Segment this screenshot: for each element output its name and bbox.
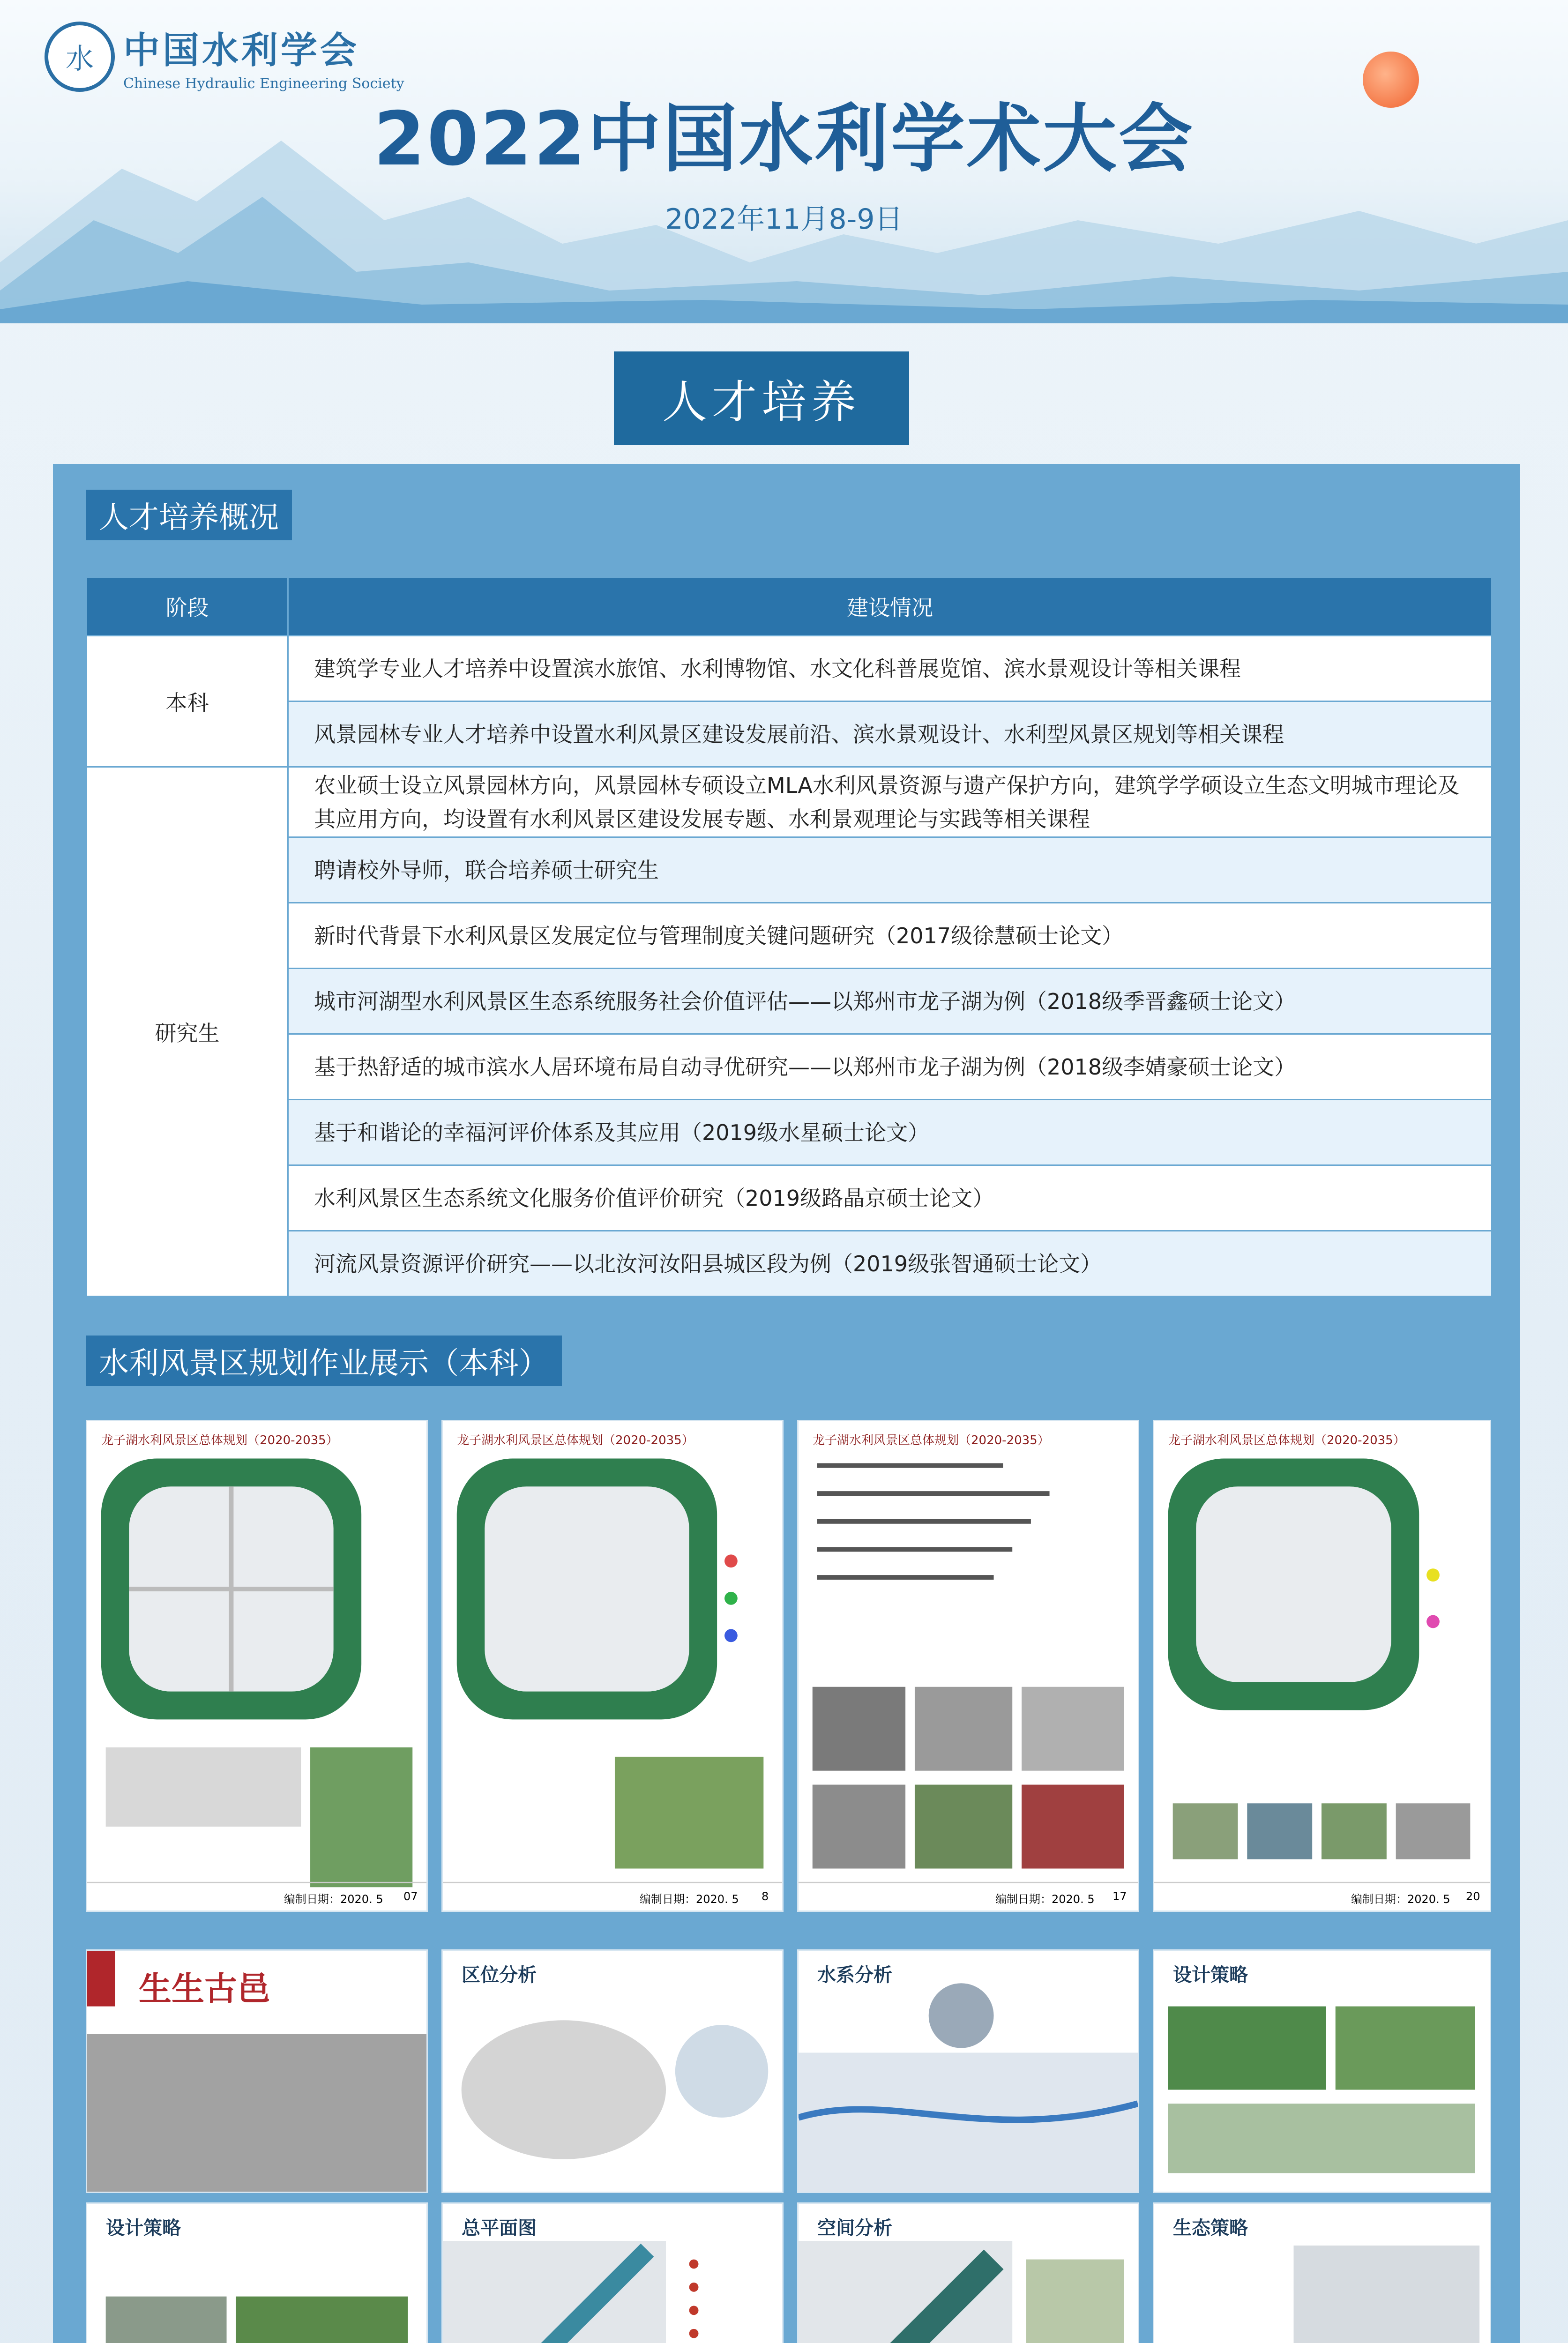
design-board xyxy=(86,1949,428,2193)
table-row: 城市河湖型水利风景区生态系统服务社会价值评估——以郑州市龙子湖为例（2018级季晋鑫硕士论文） xyxy=(288,969,1492,1034)
talent-table xyxy=(86,576,1493,1297)
header-banner xyxy=(0,0,1568,323)
logo-en: Chinese Hydraulic Engineering Society xyxy=(123,75,404,92)
conference-title: 2022中国水利学术大会 xyxy=(373,96,1195,182)
overview-section-title: 人才培养概况 xyxy=(86,490,292,540)
plan-title: 龙子湖水利风景区总体规划（2020-2035） xyxy=(101,1433,338,1448)
plan-sheet xyxy=(797,1420,1139,1912)
board-title: 生生古邑 xyxy=(139,1970,270,2008)
design-board xyxy=(797,1949,1139,2193)
design-board xyxy=(441,2202,784,2343)
board-title: 空间分析 xyxy=(817,2217,892,2239)
plan-page: 8 xyxy=(762,1890,769,1903)
plan-date: 编制日期：2020. 5 xyxy=(640,1893,739,1906)
plan-date: 编制日期：2020. 5 xyxy=(1351,1893,1450,1906)
plan-page: 07 xyxy=(403,1890,418,1903)
plan-sheet xyxy=(441,1420,784,1912)
stage-undergrad: 本科 xyxy=(87,636,288,767)
plan-sheet xyxy=(86,1420,428,1912)
table-row: 建筑学专业人才培养中设置滨水旅馆、水利博物馆、水文化科普展览馆、滨水景观设计等相关课程 xyxy=(288,636,1492,701)
board-title: 总平面图 xyxy=(462,2217,537,2239)
design-board xyxy=(1153,2202,1491,2343)
table-row: 基于热舒适的城市滨水人居环境布局自动寻优研究——以郑州市龙子湖为例（2018级李婧豪硕士论文） xyxy=(288,1034,1492,1100)
board-title: 水系分析 xyxy=(817,1964,892,1986)
table-row: 农业硕士设立风景园林方向，风景园林专硕设立MLA水利风景资源与遗产保护方向，建筑学学硕设立生态文明城市理论及其应用方向，均设置有水利风景区建设发展专题、水利景观理论与实践等相关课程 xyxy=(288,767,1492,837)
design-board xyxy=(86,2202,428,2343)
col-stage-header: 阶段 xyxy=(87,577,288,636)
board-title: 生态策略 xyxy=(1173,2217,1248,2239)
table-row: 风景园林专业人才培养中设置水利风景区建设发展前沿、滨水景观设计、水利型风景区规划等相关课程 xyxy=(288,701,1492,767)
board-title: 设计策略 xyxy=(1173,1964,1248,1986)
plan-page: 17 xyxy=(1113,1890,1127,1903)
plan-title: 龙子湖水利风景区总体规划（2020-2035） xyxy=(1168,1433,1405,1448)
table-row: 河流风景资源评价研究——以北汝河汝阳县城区段为例（2019级张智通硕士论文） xyxy=(288,1231,1492,1297)
board-title: 设计策略 xyxy=(106,2217,181,2239)
design-board xyxy=(441,1949,784,2193)
conference-date: 2022年11月8-9日 xyxy=(665,203,903,236)
society-emblem-icon: 水 xyxy=(45,22,115,92)
plan-sheet xyxy=(1153,1420,1491,1912)
col-detail-header: 建设情况 xyxy=(288,577,1492,636)
plan-date: 编制日期：2020. 5 xyxy=(284,1893,383,1906)
design-board xyxy=(1153,1949,1491,2193)
stage-graduate: 研究生 xyxy=(87,767,288,1297)
table-row: 聘请校外导师，联合培养硕士研究生 xyxy=(288,837,1492,903)
table-row: 基于和谐论的幸福河评价体系及其应用（2019级水星硕士论文） xyxy=(288,1100,1492,1165)
plan-date: 编制日期：2020. 5 xyxy=(995,1893,1095,1906)
table-row: 水利风景区生态系统文化服务价值评价研究（2019级路晶京硕士论文） xyxy=(288,1165,1492,1231)
plan-title: 龙子湖水利风景区总体规划（2020-2035） xyxy=(813,1433,1050,1448)
design-board xyxy=(797,2202,1139,2343)
plan-page: 20 xyxy=(1466,1890,1480,1903)
undergrad-section-title: 水利风景区规划作业展示（本科） xyxy=(86,1336,562,1386)
logo-cn: 中国水利学会 xyxy=(123,29,360,72)
main-title: 人才培养 xyxy=(614,351,909,445)
table-row: 新时代背景下水利风景区发展定位与管理制度关键问题研究（2017级徐慧硕士论文） xyxy=(288,903,1492,969)
plan-title: 龙子湖水利风景区总体规划（2020-2035） xyxy=(457,1433,694,1448)
board-title: 区位分析 xyxy=(462,1964,537,1986)
